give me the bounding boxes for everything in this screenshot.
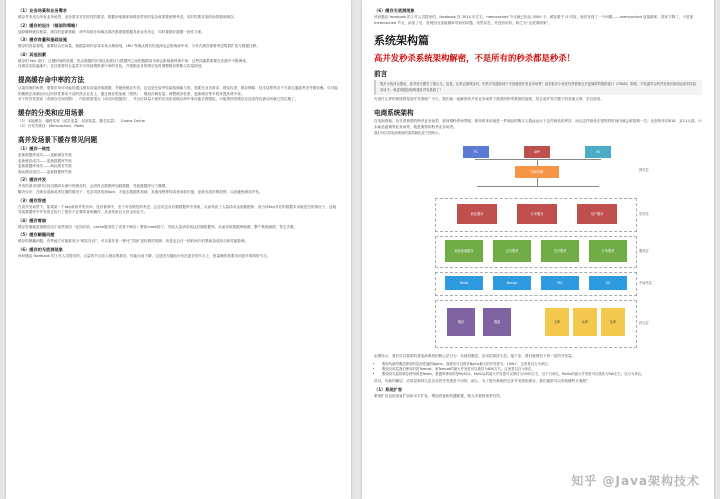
left-page xyxy=(6,0,351,499)
middleware-node: Redis xyxy=(445,276,483,290)
service-node: 商品基础服务 xyxy=(445,240,483,262)
heading: （4）其他因素 xyxy=(18,51,47,57)
architecture-heading: 电商系统架构 xyxy=(374,108,414,117)
architecture-caption: 我们可以将电商系统的架构简化成下图所示。 xyxy=(374,131,442,136)
heading: （1）业务场景和业务需求 xyxy=(18,8,67,13)
paragraph: 在缓存实际落地中，往往需要结合监控平台持续观察命中率的变化，并根据业务的增长及时调整缓存策略与容量规划。 xyxy=(18,64,205,69)
heading: （2）缓存的设计（框架和策略） xyxy=(18,22,80,28)
app-node: 订单服务 xyxy=(517,204,557,224)
layer-label: 持久层 xyxy=(639,321,649,326)
middleware-node: ES xyxy=(589,276,627,290)
heading: （3）缓存穿透 xyxy=(18,197,47,203)
heading: 高并发场景下缓存常见问题 xyxy=(18,135,98,144)
right-page xyxy=(362,0,714,499)
storage-node: 主库 xyxy=(545,308,569,336)
layer-label: 服务层 xyxy=(639,249,649,254)
concurrency-list xyxy=(382,362,702,378)
layer-label: 中间件层 xyxy=(639,281,652,286)
paragraph: 缓存的 key 设计、过期时间的设置、热点数据的识别以及缓存与数据库之间的数据同步都会影响最终命中率，这些因素都需要在实践中不断调优。 xyxy=(18,58,250,63)
watermark-text: 知乎 @Java架构技术 xyxy=(571,474,700,488)
paragraph: 从架构师的角度，需要应用尽可能的通过缓存直接获取数据，并避免缓存失效。这也是比较考验架构师能力的，需要在业务需求、缓存粒度、缓存策略、技术选型等各个方面去通盘考虑并做权衡。尽可能的聚焦在高频访问且时效性要求不高的热点业务上，通过缓存预加载（预热）、增加存储容量、调整缓存粒度、更新缓存等手段来提高命中率。 xyxy=(18,85,338,96)
after-diagram-text: 由图所示，我们可以简单的将电商系统的核心层分为：负载均衡层，应用层和持久层。接下来，我们就预估下每一层的并发量。 xyxy=(374,354,576,359)
paragraph: 更新缓存成功——更新数据库失败 xyxy=(18,158,72,163)
architecture-diagram xyxy=(413,140,663,350)
paragraph: 该问题由 facebook 的工作人员提出的，facebook 在 2010 年左右，memcached 节点就已经达 3000 个，缓存数千 G 内容。他们发现了一个问题——memcached 连接频率，效率下降了，于是加 memcached 节点，添加了后，发现因为连接频率导致的问题，仍然存在，并没有好转，称之为“无底洞现象”。 xyxy=(374,15,694,25)
heading: （6）缓存无底洞现象 xyxy=(374,8,415,13)
section-title: 系统架构篇 xyxy=(374,34,429,48)
heading: （1）缓存一致性 xyxy=(18,145,51,151)
paragraph: 缓存的颠簸问题，有些地方可能被成为“缓存抖动”，可以看作是一种比“雪崩”更轻微的故障，但是也会在一段时间内对系统造成冲击和性能影响。 xyxy=(18,239,249,244)
heading: （4）缓存雪崩 xyxy=(18,217,47,223)
client-app: APP xyxy=(524,146,550,158)
heading: （2）缓存并发 xyxy=(18,177,47,183)
service-node: 订单服务 xyxy=(589,240,627,262)
middleware-node: MQ xyxy=(541,276,579,290)
app-node: 用户服务 xyxy=(577,204,617,224)
right-top-section xyxy=(374,8,702,26)
paragraph: 解决办法：在缓存更新或者过期的情况下，先尝试获取到lock，才能去数据库加载，其他线程等待或者读取旧值，更新完成后释放锁，以此避免缓存并发。 xyxy=(18,189,263,194)
article-title: 高并发秒杀系统架构解密，不是所有的秒杀都是秒杀！ xyxy=(374,53,575,64)
heading: 缓存的分类和应用场景 xyxy=(18,108,84,117)
paragraph: 在高并发场景下，如果某一个key被高并发访问，没有被命中，出于对容错性的考虑，会尝试去从后端数据库中获取，从而导致了大量请求达到数据库，而当该key对应的数据本身就是空的情况下，这就导致数据库中并发的去执行了很多不必要的查询操作，从而导致巨大冲击和压力。 xyxy=(18,204,337,215)
list-item: • 假设持久层的缓存使用的是Redis，数据库使用的是MySQL，MySQL的最大并发度可以预估为1000左右，以千为单位。Redis的最大并发度可以预估为5W左右，以万为单位。 xyxy=(382,372,702,377)
paragraph: （1）本地缓存：编程实现（成员变量、局部变量、静态变量）、Guava Cache xyxy=(18,118,145,123)
storage-node: 从库 xyxy=(573,308,597,336)
preface-heading: 前言 xyxy=(374,70,388,79)
paragraph: 该问题由 facebook 的工作人员提出的，大量的节点加入缓存集群后，性能反而下降，这是因为键值分布在更多的节点上，批量操作需要访问更多的网络节点。 xyxy=(18,253,271,258)
arrow xyxy=(537,178,538,186)
client-h5: H5 xyxy=(585,146,611,158)
summary-text: 所以，负载均衡层、应用层和持久层各自的并发度是不同的，那么，为了提升系统的总体并发度和缓存，我们通常可以采取哪些方案呢？ xyxy=(374,379,590,384)
storage-node: 缓存 xyxy=(447,308,475,336)
app-node: 商品服务 xyxy=(457,204,497,224)
paragraph: 更新数据库成功——淘汰缓存失败 xyxy=(18,164,72,169)
architecture-text: 在电商领域，存在着典型的秒杀业务场景，那何谓秒杀场景呢。简单的来说就是一件商品的购买人数远远大于这件商品的库存，而且这件商品在很短的时间内就会被抢购一空。比如每年的618、双11大促，小米新品促销等业务场景，就是典型的秒杀业务场景。 xyxy=(374,118,702,129)
heading: （6）缓存的无底洞现象 xyxy=(18,246,63,252)
scaling-heading: （1）系统扩容 xyxy=(374,386,403,392)
client-pc: PC xyxy=(463,146,489,158)
preface-quote-text: 很多小伙伴反馈说，高并发专题学了那么久，但是，在真正做项目时，仍然不知道如何下手处理高并发业务场景！甚至很多小伙伴仍然停留在只是简单的提供接口（CRUD）阶段，不知道学习的并发知识如何运用到实际项目中，就更别提如何构建高并发系统了！ xyxy=(380,82,697,92)
paragraph: 淘汰缓存成功——更新数据库失败 xyxy=(18,169,72,174)
list-item: • 假设应用层我们使用的是Tomcat，而Tomcat的最大并发度可以预估为800左右，这里是以百为单位。 xyxy=(382,367,702,372)
preface-text: 究竟什么样的系统算是高并发系统？今天，我们就一起解密高并发业务场景下典型的秒杀系统的架构，结合高并发专题下的其他文章，学以致用。 xyxy=(374,97,604,102)
paragraph: 缓存雪崩就是指缓存由于某些原因（比如宕机、cache服务挂了或者不响应）整体crash掉了，导致大量请求到达后端数据库，从而导致数据库崩溃，整个系统崩溃，发生灾难。 xyxy=(18,224,298,229)
arrow xyxy=(475,159,601,160)
list-item: • 假如负载均衡层使用的是高性能的Nginx，则我们可以预估Nginx最大的并发度为：10W+，这里是以万为单位。 xyxy=(382,362,702,367)
paragraph: 更新数据库成功——更新缓存失败 xyxy=(18,152,72,157)
paragraph: （2）分布式缓存：Memcached、Redis xyxy=(18,124,85,129)
storage-node: 从库 xyxy=(601,308,625,336)
middleware-node: Mongo xyxy=(493,276,531,290)
service-node: 会员服务 xyxy=(493,240,531,262)
paragraph: 缓存的容量有限，需要结合访问量、数据量和内存成本来合理规划，LRU 等淘汰算法的选择也会影响命中率，分布式缓存需要考虑集群扩容与数据迁移。 xyxy=(18,44,260,49)
scaling-text: 系统扩容包括垂直扩容和水平扩容，增加设备和机器配置，绝大多数的场景有效。 xyxy=(374,393,504,398)
service-node: 支付服务 xyxy=(541,240,579,262)
layer-label: 应用层 xyxy=(639,212,649,217)
heading: 提高缓存命中率的方法 xyxy=(18,75,84,84)
arrow xyxy=(477,186,599,187)
paragraph: 选择哪种缓存框架、缓存的更新策略、命中率统计和淘汰算法都需要根据具体业务来定，同时要做好数据一致性方案。 xyxy=(18,29,205,34)
gateway-node: 负载均衡 xyxy=(515,166,559,178)
right-page-content xyxy=(362,0,714,400)
paragraph: 对于时效性很高（或缓存空间有限），内容跨度很大（或访问很随机），并且访问量不高的应用来说缓存命中率可能长期很低，可能预热的缓存还没来得及被访问就已经过期了。 xyxy=(18,97,299,102)
storage-node: 搜索 xyxy=(483,308,511,336)
heading: （5）缓存颠簸问题 xyxy=(18,232,55,238)
paragraph: 缓存并非适合所有业务场景，业务需求对实时性的要求、数据读取频率和缓存带来的复杂度需要统筹考虑，实时性要求高的场景慎用缓存。 xyxy=(18,15,238,19)
heading: （3）缓存容量和基础设施 xyxy=(18,37,67,43)
layer-label: 网关层 xyxy=(639,168,649,173)
preface-quote xyxy=(374,80,702,95)
paragraph: 并发的请求同时访问过期或未命中的缓存时，会同时去数据库加载数据，导致数据库压力骤增。 xyxy=(18,184,169,189)
left-page-content xyxy=(6,0,351,259)
